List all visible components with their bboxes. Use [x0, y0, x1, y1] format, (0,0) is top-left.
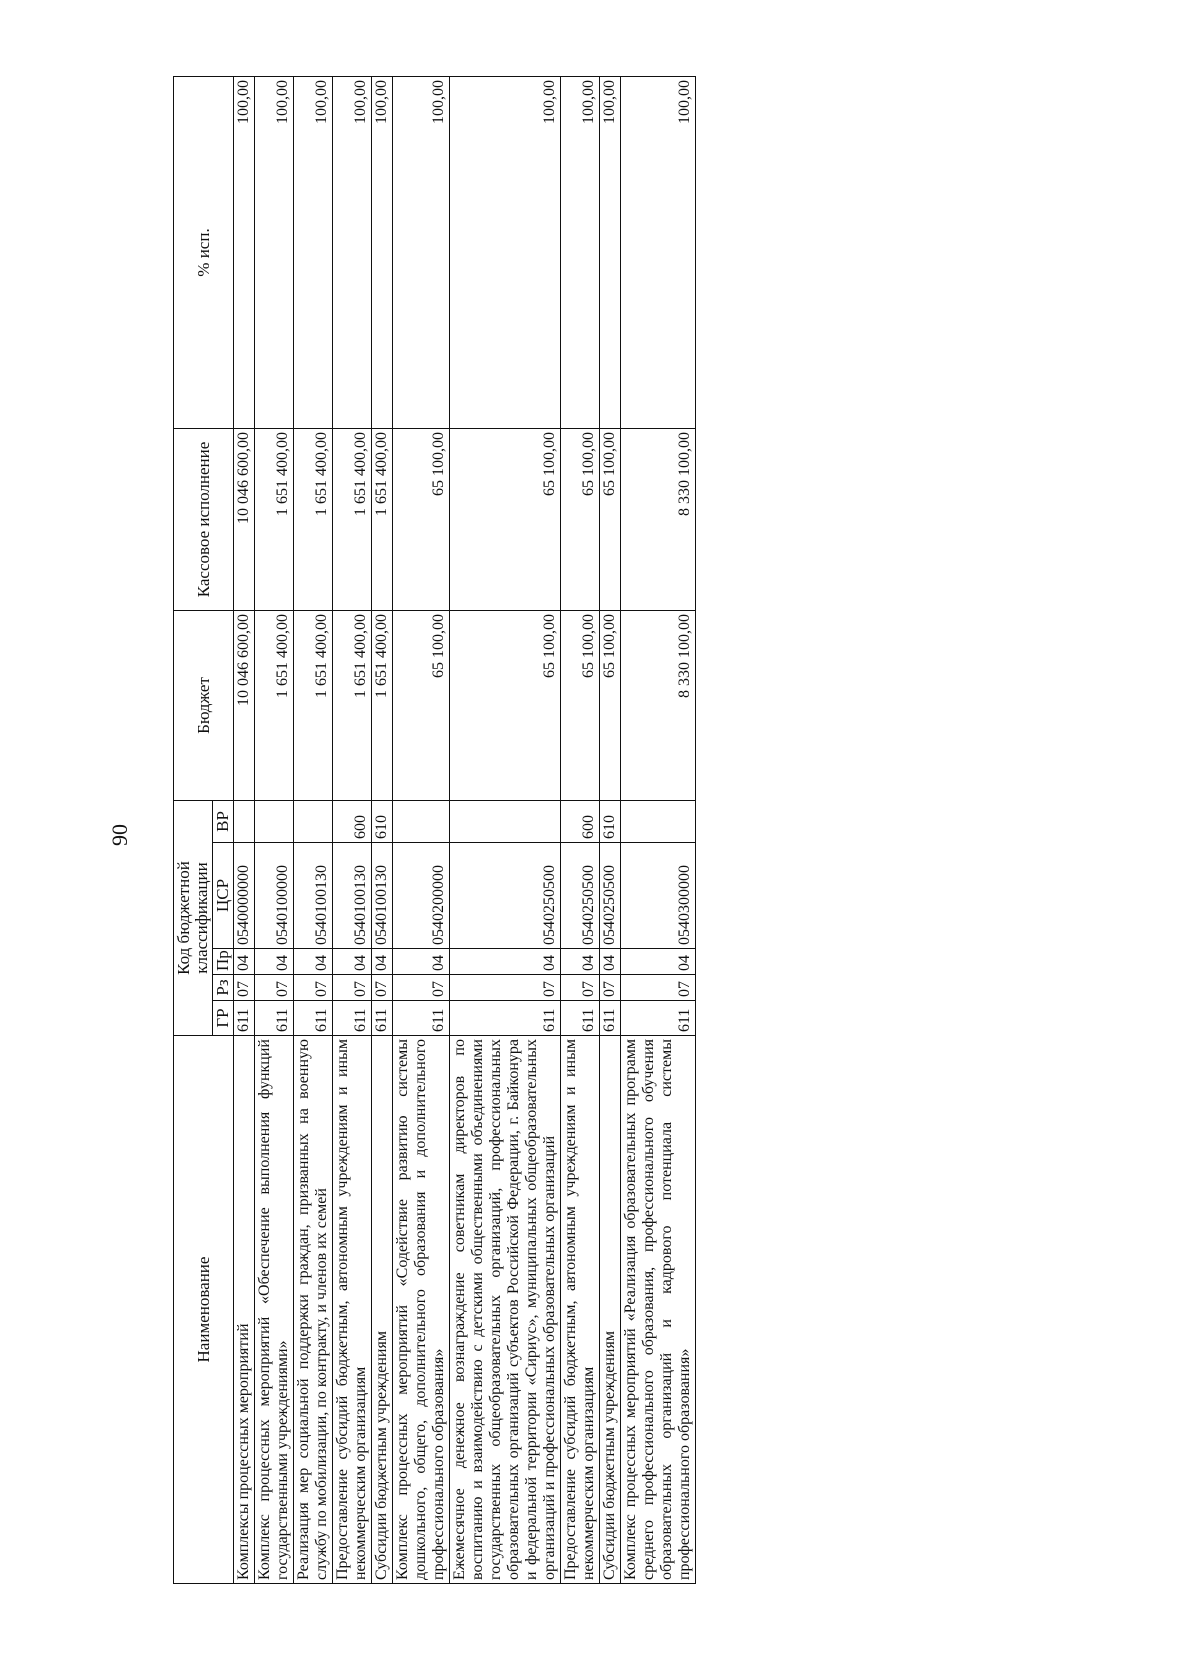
table-row: [234, 77, 255, 1584]
row-csr: 0540200000: [393, 843, 450, 949]
row-cash: 65 100,00: [561, 428, 600, 610]
header-pct: % исп.: [174, 77, 234, 429]
row-pr: 04: [600, 949, 621, 975]
row-cash: 65 100,00: [600, 428, 621, 610]
row-csr: 0540250500: [600, 843, 621, 949]
row-pct: 100,00: [621, 77, 696, 429]
rotated-sheet: [173, 76, 893, 1584]
table-row: [450, 77, 561, 1584]
row-pct: 100,00: [294, 77, 333, 429]
row-budget: 65 100,00: [393, 610, 450, 800]
row-gr: 611: [255, 1001, 294, 1036]
row-rz: 07: [621, 975, 696, 1001]
row-name: Субсидии бюджетным учреждениям: [372, 1036, 393, 1584]
row-name: Комплекс процессных мероприятий «Реализация образовательных программ среднего профессионального образования, профессионального обучения образовательных организаций и кадрового потенциала системы профессионального образования»: [621, 1036, 696, 1584]
header-row-1: [174, 77, 213, 1584]
row-rz: 07: [393, 975, 450, 1001]
row-pr: 04: [333, 949, 372, 975]
row-gr: 611: [294, 1001, 333, 1036]
header-budget: Бюджет: [174, 610, 234, 800]
row-cash: 65 100,00: [393, 428, 450, 610]
row-vr: [450, 800, 561, 842]
header-code-group: Код бюджетной классификации: [174, 800, 213, 1035]
row-cash: 1 651 400,00: [333, 428, 372, 610]
row-csr: 0540250500: [561, 843, 600, 949]
row-csr: 0540000000: [234, 843, 255, 949]
row-rz: 07: [294, 975, 333, 1001]
row-csr: 0540100130: [294, 843, 333, 949]
row-name: Комплекс процессных мероприятий «Обеспечение выполнения функций государственными учреждениями»: [255, 1036, 294, 1584]
row-pct: 100,00: [255, 77, 294, 429]
row-gr: 611: [600, 1001, 621, 1036]
row-vr: 600: [561, 800, 600, 842]
row-vr: 610: [372, 800, 393, 842]
row-pct: 100,00: [372, 77, 393, 429]
row-gr: 611: [450, 1001, 561, 1036]
row-budget: 65 100,00: [561, 610, 600, 800]
row-vr: [255, 800, 294, 842]
row-name: Реализация мер социальной поддержки граждан, призванных на военную службу по мобилизации, по контракту, и членов их семей: [294, 1036, 333, 1584]
header-csr: ЦСР: [213, 843, 234, 949]
row-budget: 1 651 400,00: [372, 610, 393, 800]
table-body: [234, 77, 696, 1584]
row-name: Предоставление субсидий бюджетным, автономным учреждениям и иным некоммерческим организациям: [333, 1036, 372, 1584]
row-pr: 04: [372, 949, 393, 975]
page-number: 90: [107, 824, 132, 846]
header-vr: ВР: [213, 800, 234, 842]
row-pr: 04: [255, 949, 294, 975]
row-rz: 07: [600, 975, 621, 1001]
row-rz: 07: [372, 975, 393, 1001]
row-rz: 07: [255, 975, 294, 1001]
row-cash: 8 330 100,00: [621, 428, 696, 610]
row-gr: 611: [372, 1001, 393, 1036]
header-rz: Рз: [213, 975, 234, 1001]
row-budget: 65 100,00: [600, 610, 621, 800]
row-cash: 65 100,00: [450, 428, 561, 610]
row-name: Комплекс процессных мероприятий «Содействие развитию системы дошкольного, общего, дополнительного образования и дополнительного профессионального образования»: [393, 1036, 450, 1584]
row-csr: 0540100130: [372, 843, 393, 949]
row-pct: 100,00: [600, 77, 621, 429]
row-gr: 611: [333, 1001, 372, 1036]
row-pr: 04: [621, 949, 696, 975]
row-gr: 611: [234, 1001, 255, 1036]
table-row: [333, 77, 372, 1584]
row-pct: 100,00: [234, 77, 255, 429]
row-vr: [621, 800, 696, 842]
row-pct: 100,00: [450, 77, 561, 429]
table-row: [621, 77, 696, 1584]
row-pct: 100,00: [561, 77, 600, 429]
row-gr: 611: [561, 1001, 600, 1036]
row-pr: 04: [450, 949, 561, 975]
row-vr: 600: [333, 800, 372, 842]
row-budget: 1 651 400,00: [294, 610, 333, 800]
row-pr: 04: [294, 949, 333, 975]
row-name: Предоставление субсидий бюджетным, автономным учреждениям и иным некоммерческим организациям: [561, 1036, 600, 1584]
row-vr: [294, 800, 333, 842]
table-row: [393, 77, 450, 1584]
row-csr: 0540250500: [450, 843, 561, 949]
row-pct: 100,00: [333, 77, 372, 429]
header-cash: Кассовое исполнение: [174, 428, 234, 610]
header-gr: ГР: [213, 1001, 234, 1036]
row-budget: 1 651 400,00: [255, 610, 294, 800]
header-pr: Пр: [213, 949, 234, 975]
row-csr: 0540100130: [333, 843, 372, 949]
table-row: [600, 77, 621, 1584]
row-name: Ежемесячное денежное вознаграждение советникам директоров по воспитанию и взаимодействию с детскими общественными объединениями государственных общеобразовательных организаций, профессиональных образовательных организаций субъектов Российской Федерации, г. Байконура и федеральной территории «Сириус», муниципальных общеобразовательных организаций и профессиональных образовательных организаций: [450, 1036, 561, 1584]
row-cash: 1 651 400,00: [372, 428, 393, 610]
table-row: [561, 77, 600, 1584]
row-gr: 611: [393, 1001, 450, 1036]
row-name: Субсидии бюджетным учреждениям: [600, 1036, 621, 1584]
row-budget: 1 651 400,00: [333, 610, 372, 800]
row-cash: 1 651 400,00: [294, 428, 333, 610]
row-csr: 0540100000: [255, 843, 294, 949]
table-row: [294, 77, 333, 1584]
row-rz: 07: [450, 975, 561, 1001]
row-budget: 65 100,00: [450, 610, 561, 800]
row-vr: 610: [600, 800, 621, 842]
row-rz: 07: [234, 975, 255, 1001]
row-pct: 100,00: [393, 77, 450, 429]
table-row: [255, 77, 294, 1584]
row-cash: 10 046 600,00: [234, 428, 255, 610]
row-budget: 10 046 600,00: [234, 610, 255, 800]
row-pr: 04: [561, 949, 600, 975]
row-vr: [234, 800, 255, 842]
row-vr: [393, 800, 450, 842]
row-budget: 8 330 100,00: [621, 610, 696, 800]
row-cash: 1 651 400,00: [255, 428, 294, 610]
budget-table: [173, 76, 696, 1584]
row-pr: 04: [234, 949, 255, 975]
row-csr: 0540300000: [621, 843, 696, 949]
row-rz: 07: [333, 975, 372, 1001]
row-gr: 611: [621, 1001, 696, 1036]
header-name: Наименование: [174, 1036, 234, 1584]
row-rz: 07: [561, 975, 600, 1001]
table-row: [372, 77, 393, 1584]
row-pr: 04: [393, 949, 450, 975]
row-name: Комплексы процессных мероприятий: [234, 1036, 255, 1584]
